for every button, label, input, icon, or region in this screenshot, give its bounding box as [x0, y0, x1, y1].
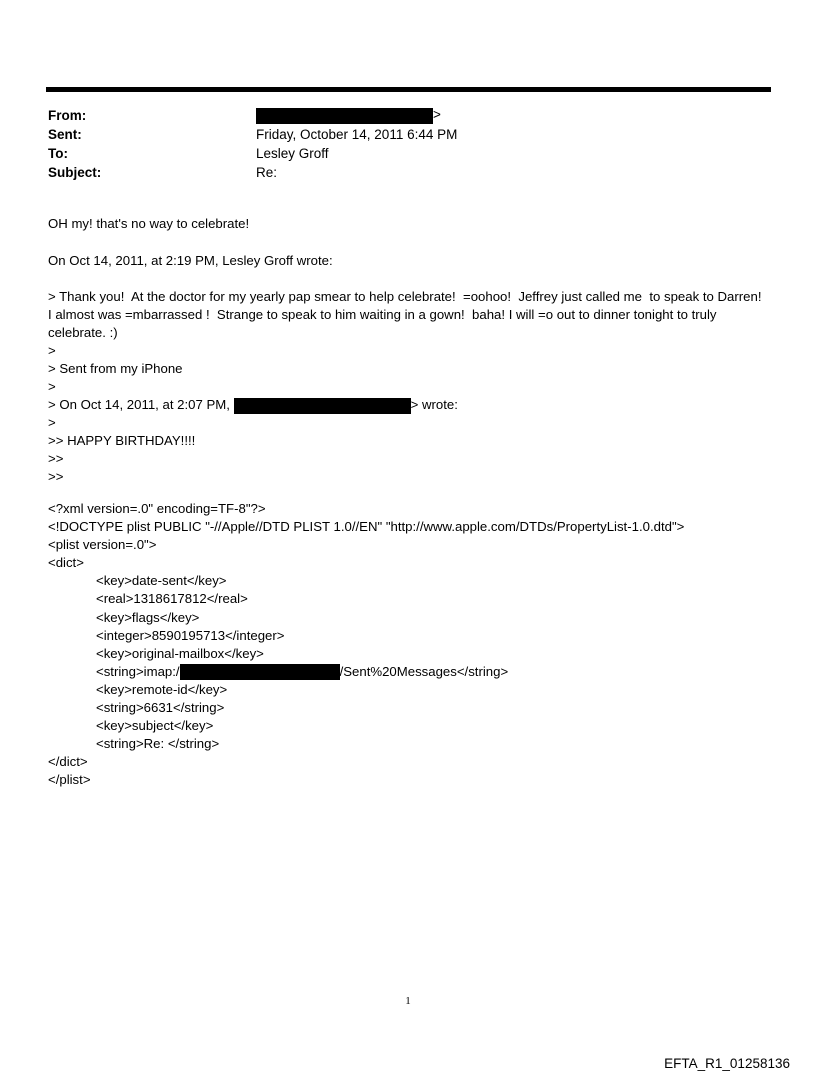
plist-line: <string>Re: </string> [96, 736, 220, 752]
quoted-paragraph: > Thank you! At the doctor for my yearly pap smear to help celebrate! =oohoo! Jeffrey just called me to speak to Darren! I almost was =mbarrassed ! Strange to speak to him waiting in a gown! baha! I will =o out to dinner tonight to truly celebrate. :) [48, 289, 769, 341]
plist-line: <integer>8590195713</integer> [96, 627, 285, 643]
from-value-suffix: > [433, 107, 441, 123]
subject-label: Subject: [48, 165, 102, 180]
redaction-block [256, 108, 433, 124]
to-value: Lesley Groff [256, 146, 329, 161]
plist-line: <key>flags</key> [96, 609, 200, 625]
subject-row [48, 163, 748, 182]
quote-happy-birthday: >> HAPPY BIRTHDAY!!!! [48, 433, 196, 448]
plist-line: </dict> [48, 754, 88, 770]
plist-line-imap [48, 663, 768, 681]
subject-value: Re: [256, 165, 278, 180]
plist-line: <real>1318617812</real> [96, 591, 248, 607]
plist-block [48, 500, 768, 790]
plist-line: <?xml version=.0" encoding=TF-8"?> [48, 501, 266, 516]
plist-line: <plist version=.0"> [48, 537, 157, 553]
email-header [48, 106, 748, 182]
top-rule [46, 87, 771, 92]
page-number: 1 [405, 995, 411, 1007]
quote-on-date [48, 396, 768, 414]
plist-line: <key>remote-id</key> [96, 681, 228, 697]
quote-line: >> [48, 451, 64, 466]
plist-line: <dict> [48, 555, 84, 571]
quote-line: > [48, 415, 56, 430]
quote-line: >> [48, 469, 64, 484]
from-label: From: [48, 108, 87, 123]
quote-line: > [48, 379, 56, 394]
to-row [48, 144, 748, 163]
sent-value: Friday, October 14, 2011 6:44 PM [256, 127, 458, 142]
quote-sent-from: > Sent from my iPhone [48, 361, 183, 376]
plist-line: </plist> [48, 772, 91, 788]
from-value [256, 107, 441, 123]
to-label: To: [48, 146, 68, 161]
redaction-block [234, 398, 411, 414]
plist-line: <!DOCTYPE plist PUBLIC "-//Apple//DTD PLIST 1.0//EN" "http://www.apple.com/DTDs/PropertyList-1.0.dtd"> [48, 519, 685, 535]
body-line-2: On Oct 14, 2011, at 2:19 PM, Lesley Groff wrote: [48, 253, 333, 268]
plist-imap-prefix: <string>imap:/ [96, 663, 180, 679]
document-id: EFTA_R1_01258136 [664, 1056, 790, 1071]
plist-line: <key>original-mailbox</key> [96, 645, 264, 661]
quote-on-date-suffix: > wrote: [410, 397, 458, 412]
plist-imap-suffix: /Sent%20Messages</string> [339, 663, 509, 679]
quote-on-date-prefix: > On Oct 14, 2011, at 2:07 PM, [48, 397, 234, 412]
redaction-block [180, 664, 340, 680]
quote-line: > [48, 343, 56, 358]
plist-line: <string>6631</string> [96, 700, 225, 716]
plist-line: <key>date-sent</key> [96, 573, 227, 589]
sent-row [48, 125, 748, 144]
sent-label: Sent: [48, 127, 82, 142]
from-row [48, 106, 748, 125]
body-line-1: OH my! that's no way to celebrate! [48, 216, 250, 231]
plist-line: <key>subject</key> [96, 718, 214, 734]
